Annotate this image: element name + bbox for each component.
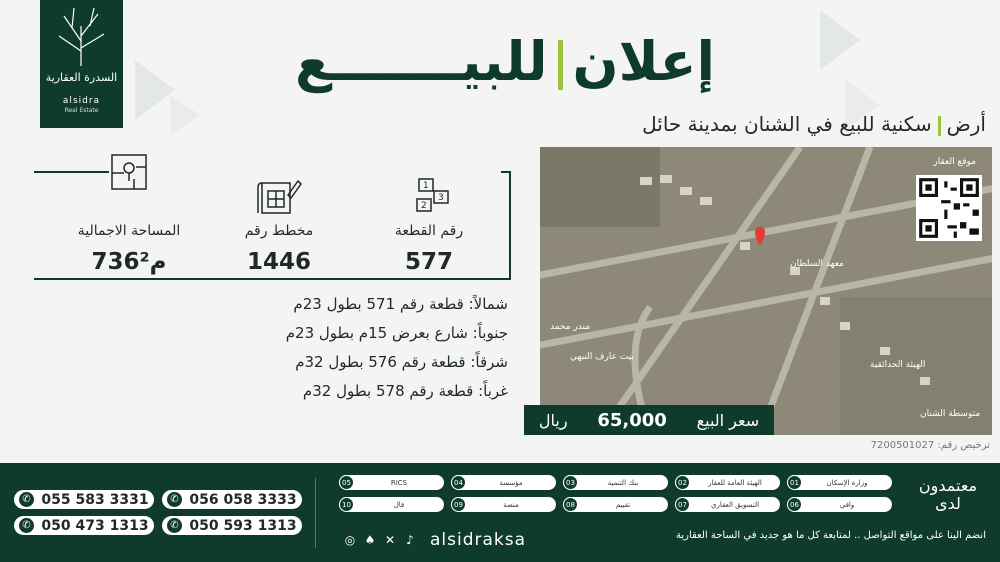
qr-code-label: موقع العقار: [933, 157, 976, 167]
certifier-number: 01: [787, 475, 802, 490]
certifier-badge: فال 10: [339, 497, 444, 512]
phone-number: 050 473 1313: [41, 517, 149, 534]
certifier-badge: RICS 05: [339, 475, 444, 490]
brand-subname-english: Real Estate: [64, 107, 99, 114]
boundary-south: جنوباً: شارع بعرض 15م بطول 23م: [285, 324, 508, 342]
certifier-badge: تقييم 08: [563, 497, 668, 512]
footer-divider: [315, 478, 316, 548]
listing-subtitle: [642, 112, 986, 136]
brand-name-english: alsidra: [62, 96, 101, 106]
phone-icon: ✆: [165, 490, 184, 509]
certifier-number: 03: [563, 475, 578, 490]
plan-number-value: 1446: [246, 249, 311, 275]
certifier-badge: التسويق العقاري 07: [675, 497, 780, 512]
certifier-number: 09: [451, 497, 466, 512]
map-place-label: معهد السلطان: [790, 259, 844, 269]
certifier-number: 06: [787, 497, 802, 512]
boundaries-list: [208, 290, 508, 406]
subtitle-separator: [938, 116, 941, 136]
follow-us-text: انضم الينا على مواقع التواصل .. لمتابعة كل ما هو جديد في الساحة العقارية: [675, 530, 986, 541]
tiktok-icon[interactable]: ♪: [406, 533, 414, 547]
svg-text:3: 3: [438, 193, 444, 203]
price-value: 65,000: [597, 409, 667, 431]
instagram-icon[interactable]: ◎: [344, 533, 356, 547]
brand-name-arabic: السدرة العقارية: [45, 71, 118, 84]
phone-icon: ✆: [17, 490, 36, 509]
info-plan-number: [204, 177, 354, 275]
certifier-number: 07: [675, 497, 690, 512]
plot-number-icon: [354, 177, 504, 217]
certifier-badge: الهيئة العامة للعقار 02: [675, 475, 780, 490]
boundary-north: شمالاً: قطعة رقم 571 بطول 23م: [293, 295, 508, 313]
map-place-label: بيت عارف النبهي: [570, 352, 634, 362]
map-place-label: متوسطة الشنان: [920, 409, 981, 419]
social-links: [342, 530, 526, 550]
phone-4[interactable]: [162, 516, 302, 535]
area-map-icon: [54, 177, 204, 217]
certifier-number: 08: [563, 497, 578, 512]
phone-2[interactable]: [162, 490, 302, 509]
total-area-value: 736م²: [91, 249, 167, 275]
phone-3[interactable]: [14, 516, 154, 535]
certifier-number: 04: [451, 475, 466, 490]
blueprint-icon: [204, 177, 354, 217]
page-title: [255, 30, 755, 100]
certifier-badge: وزارة الإسكان 01: [787, 475, 892, 490]
plot-number-value: 577: [404, 249, 453, 275]
brand-logo: [40, 0, 123, 128]
x-twitter-icon[interactable]: ✕: [384, 533, 396, 547]
price-currency: ريال: [538, 410, 568, 430]
boundary-east: شرقاً: قطعة رقم 576 بطول 32م: [295, 353, 508, 371]
title-separator: [558, 40, 563, 90]
social-handle[interactable]: alsidraksa: [430, 530, 527, 550]
phone-number: 055 583 3331: [41, 491, 149, 508]
price-box: [524, 405, 774, 435]
certifier-badge: وافي 06: [787, 497, 892, 512]
map-place-label: مندر محمد: [550, 322, 591, 332]
certifier-badge: مؤسسة 04: [451, 475, 556, 490]
plan-number-label: مخطط رقم: [244, 223, 314, 239]
certifier-badge: منصة 09: [451, 497, 556, 512]
plot-number-label: رقم القطعة: [394, 223, 464, 239]
license-number: ترخيص رقم: 7200501027: [870, 440, 990, 451]
info-plot-number: [354, 177, 504, 275]
info-total-area: [54, 177, 204, 275]
certifier-number: 05: [339, 475, 354, 490]
phone-1[interactable]: [14, 490, 154, 509]
property-type: أرض: [946, 112, 986, 136]
map-place-label: الهيئة الحدائقية: [870, 360, 926, 370]
phone-number: 056 058 3333: [189, 491, 297, 508]
title-part-1: إعلان: [572, 30, 715, 93]
title-part-2: للبيـــــــع: [295, 30, 548, 93]
snapchat-icon[interactable]: ♠: [364, 533, 376, 547]
certifier-number: 10: [339, 497, 354, 512]
price-label: سعر البيع: [696, 410, 760, 430]
tree-logo-icon: [54, 6, 109, 66]
certified-by-label: معتمدون لدى: [918, 476, 978, 513]
svg-text:2: 2: [421, 201, 427, 211]
property-info-box: [34, 171, 511, 280]
phone-icon: ✆: [165, 516, 184, 535]
phone-icon: ✆: [17, 516, 36, 535]
location-map[interactable]: [540, 147, 992, 435]
map-place-labels: [540, 147, 992, 435]
phone-number: 050 593 1313: [189, 517, 297, 534]
certifier-badge: بنك التنمية 03: [563, 475, 668, 490]
boundary-west: غرباً: قطعة رقم 578 بطول 32م: [302, 382, 508, 400]
property-description: سكنية للبيع في الشنان بمدينة حائل: [642, 112, 932, 136]
certifier-number: 02: [675, 475, 690, 490]
svg-text:1: 1: [423, 181, 429, 191]
total-area-label: المساحة الاجمالية: [77, 223, 181, 239]
